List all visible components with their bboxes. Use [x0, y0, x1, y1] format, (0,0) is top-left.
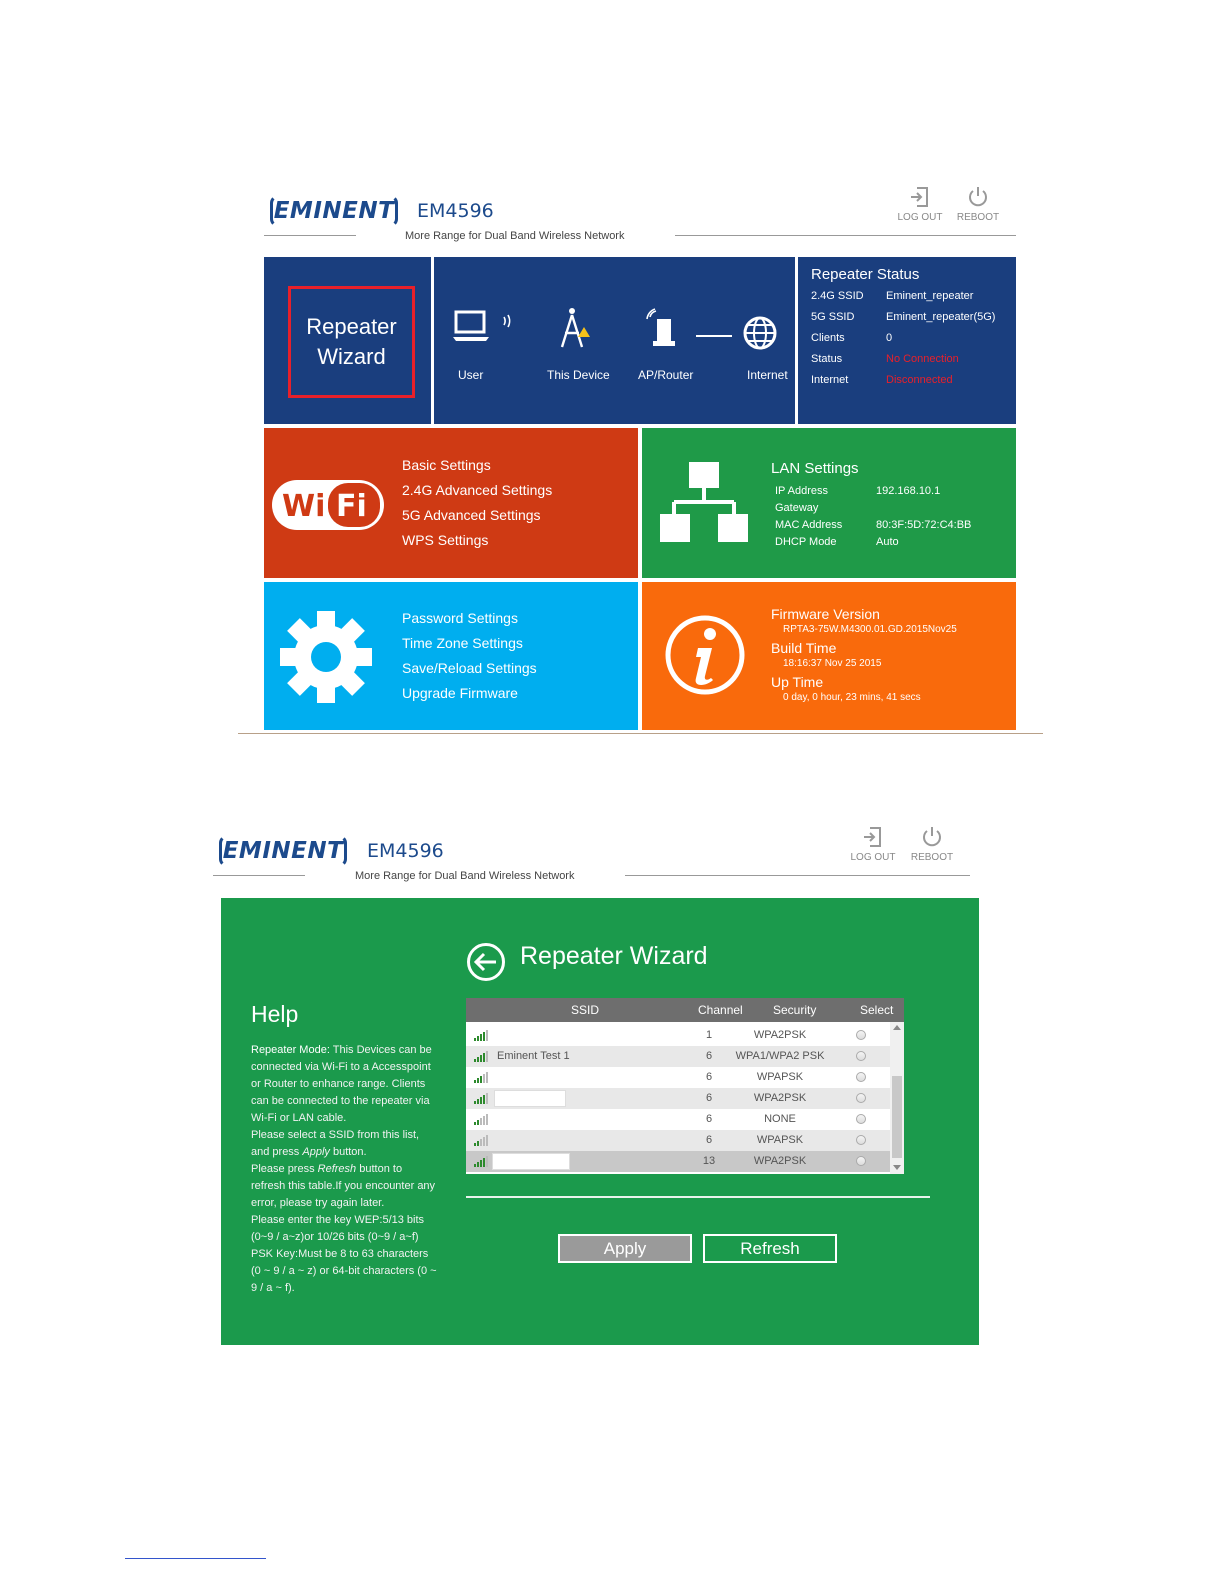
- signal-strength-icon: [474, 1135, 490, 1146]
- ssid-select-radio[interactable]: [856, 1051, 866, 1061]
- wizard-tile-line1: Repeater: [306, 314, 397, 339]
- scrollbar-thumb[interactable]: [892, 1076, 902, 1158]
- svg-text:Wi: Wi: [282, 489, 326, 524]
- ssid-select-radio[interactable]: [856, 1072, 866, 1082]
- status-label: Clients: [811, 332, 845, 344]
- connection-status-value: No Connection: [886, 353, 959, 365]
- ssid-table: [466, 998, 904, 1174]
- wireless-menu: [402, 453, 552, 553]
- power-icon: [966, 185, 990, 209]
- status-label: 5G SSID: [811, 311, 855, 323]
- wps-settings-link[interactable]: WPS Settings: [402, 532, 489, 548]
- firmware-version-value: RPTA3-75W.M4300.01.GD.2015Nov25: [783, 624, 957, 635]
- footer-link-underline: [125, 1558, 266, 1559]
- signal-strength-icon: [474, 1114, 490, 1125]
- table-row[interactable]: [466, 1130, 890, 1151]
- logout-button[interactable]: [848, 825, 898, 863]
- ssid-select-radio[interactable]: [856, 1093, 866, 1103]
- lan-label: IP Address: [775, 485, 828, 497]
- svg-text:Fi: Fi: [336, 489, 367, 524]
- security-cell: WPAPSK: [756, 1134, 804, 1146]
- logout-button[interactable]: [895, 185, 945, 223]
- password-settings-link[interactable]: Password Settings: [402, 610, 518, 626]
- globe-icon: [742, 315, 778, 351]
- repeater-wizard-tile[interactable]: [264, 257, 431, 424]
- logout-icon: [861, 825, 885, 849]
- status-label: 2.4G SSID: [811, 290, 864, 302]
- ssid-select-radio[interactable]: [856, 1030, 866, 1040]
- scroll-down-icon[interactable]: [893, 1165, 901, 1170]
- reboot-button[interactable]: [907, 825, 957, 863]
- reboot-button[interactable]: [953, 185, 1003, 223]
- wizard-divider: [466, 1196, 930, 1198]
- up-time-value: 0 day, 0 hour, 23 mins, 41 secs: [783, 692, 921, 703]
- up-time-title: Up Time: [771, 674, 824, 690]
- wireless-settings-tile[interactable]: [264, 428, 638, 578]
- channel-cell: 6: [705, 1050, 713, 1062]
- back-arrow-icon[interactable]: [466, 942, 506, 982]
- channel-cell: 6: [705, 1071, 713, 1083]
- channel-cell: 6: [705, 1092, 713, 1104]
- table-row[interactable]: [466, 1109, 890, 1130]
- lan-label: MAC Address: [775, 519, 843, 531]
- status-value: 0: [886, 332, 893, 344]
- table-row[interactable]: [466, 1088, 890, 1109]
- reboot-label: REBOOT: [910, 852, 954, 863]
- security-cell: WPA1/WPA2 PSK: [735, 1050, 825, 1062]
- build-time-value: 18:16:37 Nov 25 2015: [783, 658, 882, 669]
- wifi-logo-icon: [270, 468, 386, 542]
- table-row[interactable]: [466, 1151, 890, 1172]
- repeater-wizard-panel: [221, 898, 979, 1345]
- basic-settings-link[interactable]: Basic Settings: [402, 457, 491, 473]
- wizard-tile-line2: Wizard: [317, 344, 386, 369]
- lan-settings-title: LAN Settings: [771, 460, 859, 477]
- info-icon: [664, 614, 746, 696]
- ssid-cell: Eminent Test 1: [497, 1050, 570, 1062]
- ssid-header: SSID: [571, 1003, 600, 1017]
- wifi-signal-icon: [500, 313, 514, 329]
- device-info-tile: [642, 582, 1016, 730]
- lan-label: DHCP Mode: [775, 536, 837, 548]
- security-cell: WPAPSK: [756, 1071, 804, 1083]
- logout-label: LOG OUT: [897, 212, 943, 223]
- firmware-version-title: Firmware Version: [771, 606, 880, 622]
- system-menu: [402, 606, 537, 706]
- signal-strength-icon: [474, 1072, 490, 1083]
- lan-settings-tile[interactable]: [642, 428, 1016, 578]
- repeater-antenna-icon: [556, 307, 592, 349]
- security-cell: WPA2PSK: [753, 1092, 807, 1104]
- save-reload-settings-link[interactable]: Save/Reload Settings: [402, 660, 537, 676]
- select-header: Select: [860, 1003, 894, 1017]
- repeater-status-title: Repeater Status: [811, 266, 920, 283]
- channel-cell: 1: [705, 1029, 713, 1041]
- status-label: Internet: [811, 374, 849, 386]
- ssid-select-radio[interactable]: [856, 1135, 866, 1145]
- router-icon: [644, 307, 682, 349]
- eminent-logo: EMINENT: [219, 835, 347, 867]
- table-row[interactable]: [466, 1046, 890, 1067]
- upgrade-firmware-link[interactable]: Upgrade Firmware: [402, 685, 518, 701]
- signal-strength-icon: [474, 1051, 490, 1062]
- scroll-up-icon[interactable]: [893, 1025, 901, 1030]
- status-value: Eminent_repeater: [886, 290, 974, 302]
- table-scrollbar[interactable]: [890, 1022, 904, 1174]
- channel-header: Channel: [698, 1003, 743, 1017]
- repeater-wizard-highlight: [288, 286, 415, 398]
- laptop-icon: [452, 309, 490, 343]
- status-label: Status: [811, 353, 843, 365]
- lan-value: 192.168.10.1: [876, 485, 941, 497]
- ssid-select-radio[interactable]: [856, 1114, 866, 1124]
- refresh-button[interactable]: Refresh: [703, 1234, 837, 1263]
- repeater-status-tile[interactable]: [798, 257, 1016, 424]
- internet-status-value: Disconnected: [886, 374, 953, 386]
- table-row[interactable]: [466, 1025, 890, 1046]
- channel-cell: 13: [702, 1155, 716, 1167]
- model-name: EM4596: [417, 200, 494, 222]
- status-value: Eminent_repeater(5G): [886, 311, 996, 323]
- system-settings-tile[interactable]: [264, 582, 638, 730]
- wizard-title: Repeater Wizard: [520, 942, 708, 970]
- ssid-select-radio[interactable]: [856, 1156, 866, 1166]
- hidden-ssid-field: [492, 1153, 570, 1170]
- advanced-24g-link[interactable]: 2.4G Advanced Settings: [402, 482, 553, 498]
- hidden-ssid-field: [494, 1090, 566, 1107]
- help-title: Help: [251, 1001, 299, 1027]
- signal-strength-icon: [474, 1156, 490, 1167]
- topology-internet-label: Internet: [747, 368, 788, 382]
- reboot-label: REBOOT: [956, 212, 1000, 223]
- lan-value: 80:3F:5D:72:C4:BB: [876, 519, 972, 531]
- eminent-logo: EMINENT: [270, 195, 398, 227]
- power-icon: [920, 825, 944, 849]
- tagline: More Range for Dual Band Wireless Network: [405, 230, 625, 242]
- lan-label: Gateway: [775, 502, 819, 514]
- model-name: EM4596: [367, 840, 444, 862]
- topology-user-label: User: [458, 368, 484, 382]
- security-cell: WPA2PSK: [753, 1029, 807, 1041]
- logout-icon: [908, 185, 932, 209]
- apply-button[interactable]: Apply: [558, 1234, 692, 1263]
- logout-label: LOG OUT: [850, 852, 896, 863]
- advanced-5g-link[interactable]: 5G Advanced Settings: [402, 507, 541, 523]
- topology-tile: [434, 257, 795, 424]
- channel-cell: 6: [705, 1113, 713, 1125]
- time-zone-settings-link[interactable]: Time Zone Settings: [402, 635, 523, 651]
- topology-router-label: AP/Router: [638, 368, 694, 382]
- channel-cell: 6: [705, 1134, 713, 1146]
- table-row[interactable]: [466, 1067, 890, 1088]
- topology-device-label: This Device: [547, 368, 610, 382]
- gear-icon: [277, 608, 375, 706]
- tagline: More Range for Dual Band Wireless Network: [355, 870, 575, 882]
- help-mode-label: Repeater Mode:: [251, 1044, 330, 1056]
- table-header: [466, 998, 904, 1022]
- signal-strength-icon: [474, 1030, 490, 1041]
- build-time-title: Build Time: [771, 640, 837, 656]
- help-text: Repeater Mode: This Devices can be connected via Wi-Fi to a Accesspoint or Router to enhance range. Clients can be connected to the repeater via Wi-Fi or LAN cable. Please select a SSID from this list, and press Apply button. Please press Refresh button to refresh this table.If you encounter any error, please try again later. Please enter the key WEP:5/13 bits (0~9 / a~z)or 10/26 bits (0~9 / a~f) PSK Key:Must be 8 to 63 characters (0 ~ 9 / a ~ z) or 64-bit characters (0 ~ 9 / a ~ f).: [251, 1044, 437, 1294]
- signal-strength-icon: [474, 1093, 490, 1104]
- network-icon: [660, 460, 748, 544]
- lan-value: Auto: [876, 536, 899, 548]
- topology-link-line: [696, 335, 732, 337]
- security-header: Security: [773, 1003, 817, 1017]
- security-cell: WPA2PSK: [753, 1155, 807, 1167]
- security-cell: NONE: [764, 1113, 796, 1125]
